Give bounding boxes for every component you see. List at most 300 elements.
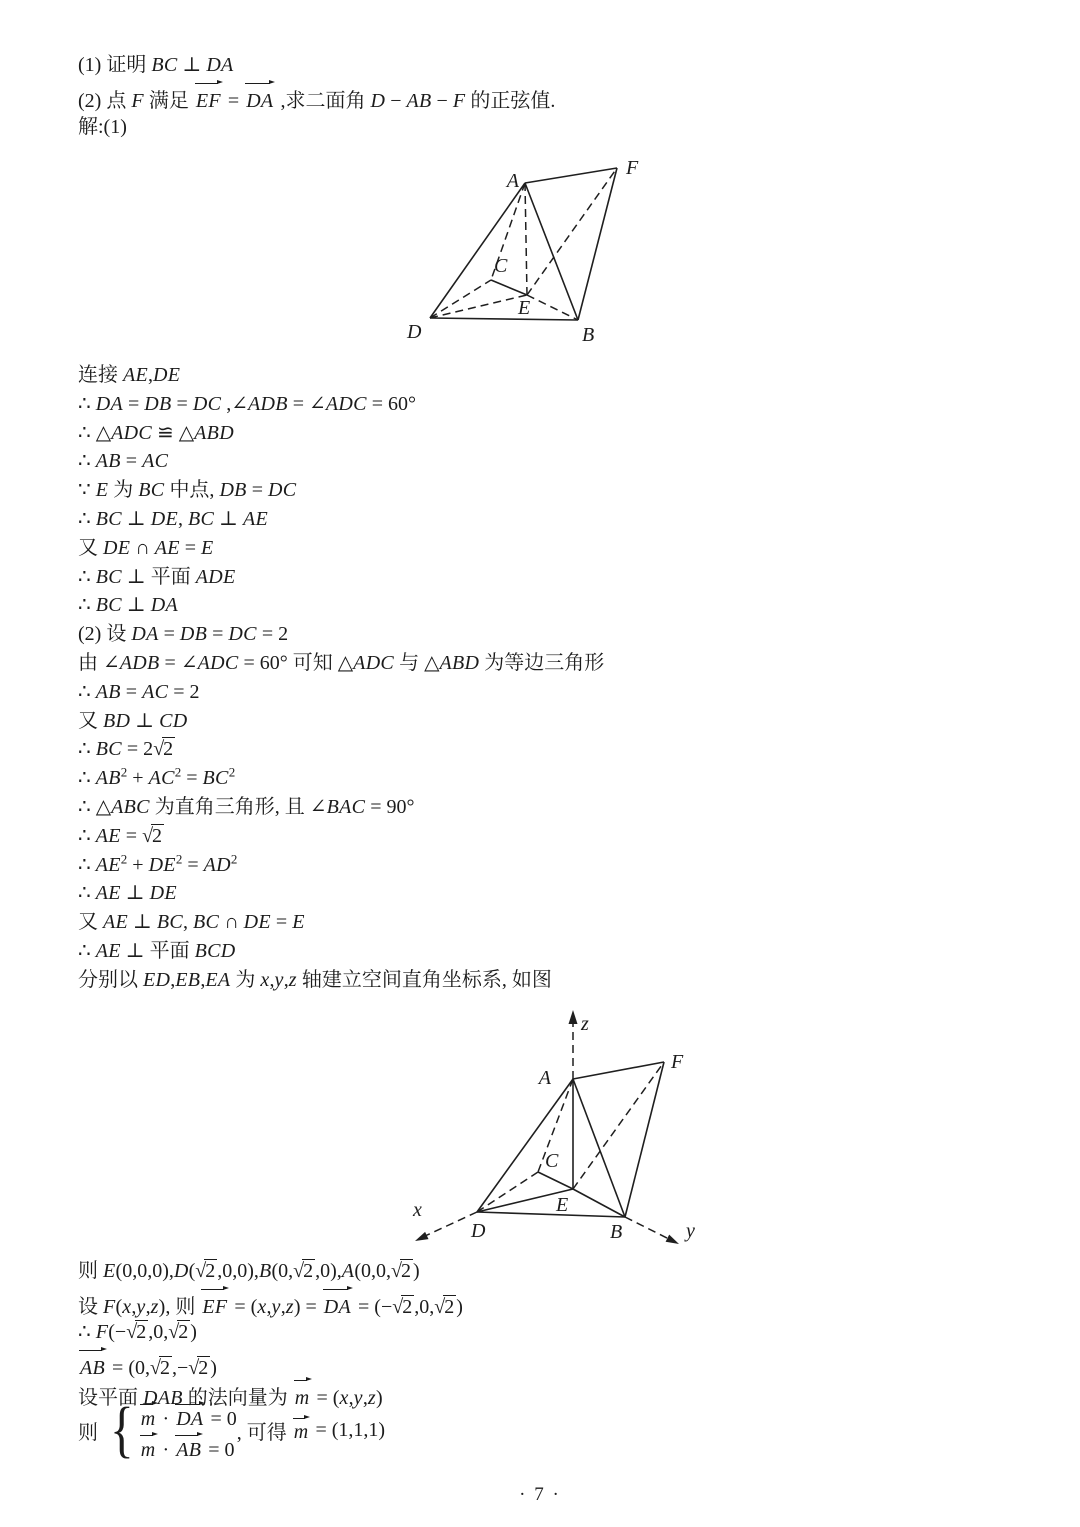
vertex-label-e: E	[518, 297, 531, 319]
math-variable: ADB	[119, 651, 160, 674]
text-run: = ∠	[287, 392, 326, 415]
text-run: 则	[78, 1421, 103, 1444]
math-variable: ADE	[195, 565, 236, 588]
math-variable: B	[258, 1260, 272, 1282]
math-variable: DE	[148, 853, 176, 876]
text-run: =	[120, 450, 143, 473]
solution-line	[78, 678, 604, 707]
equation-row	[139, 1433, 237, 1461]
text-run: = 60° 可知 △	[238, 651, 354, 674]
text-run: (2) 点	[78, 90, 132, 112]
edge-FB	[578, 168, 617, 320]
math-variable: BD	[103, 709, 131, 732]
text-run: ), 则	[158, 1295, 201, 1318]
equation-row	[139, 1402, 237, 1430]
square-root: √2	[434, 1295, 455, 1318]
vertex-label-f: F	[626, 157, 639, 179]
text-run: =	[171, 392, 193, 415]
math-variable: AE	[103, 911, 129, 934]
square-root: √2	[126, 1321, 147, 1343]
page-number: · 7 ·	[519, 1484, 561, 1505]
solution-line	[78, 1287, 463, 1318]
math-variable: ADC	[325, 392, 367, 415]
text-run: ∩	[219, 911, 244, 934]
math-variable: F	[452, 90, 466, 112]
edge-AB	[525, 183, 578, 320]
math-variable: x	[260, 968, 270, 991]
solution-line	[78, 505, 604, 534]
superscript: 2	[175, 850, 183, 866]
superscript: 2	[228, 764, 236, 780]
text-run: ⊥	[214, 507, 243, 530]
x-axis-arrowhead	[415, 1232, 429, 1241]
y-axis-arrowhead	[666, 1235, 679, 1244]
math-variable: z	[288, 968, 297, 991]
square-root: √2	[150, 1356, 170, 1379]
square-root: √2	[195, 1260, 216, 1282]
text-run: 连接	[78, 364, 123, 386]
text-run: 中点,	[164, 479, 220, 502]
text-run: ,	[170, 968, 176, 991]
vertex-label-b: B	[582, 324, 595, 346]
text-run: ∴	[78, 594, 96, 617]
math-variable: BC	[193, 911, 220, 934]
text-run: ,	[200, 968, 206, 991]
text-run: ·	[157, 1408, 175, 1430]
math-variable: D	[370, 90, 386, 112]
square-root: √2	[391, 1260, 411, 1282]
text-run: = 0	[205, 1408, 237, 1430]
math-variable: AB	[95, 450, 121, 473]
vector-arrow-notation: EF	[194, 81, 223, 117]
text-run: 为等边三角形	[479, 651, 605, 674]
solution-line	[78, 361, 604, 390]
text-run: (−	[108, 1321, 127, 1343]
edge-CE	[491, 280, 527, 295]
math-variable: ABD	[194, 421, 234, 444]
text-run: )	[412, 1260, 420, 1282]
text-run: ∴	[78, 507, 96, 530]
math-variable: BC	[95, 565, 122, 588]
math-variable: DE	[243, 911, 271, 934]
text-run: ∴	[78, 767, 96, 790]
solution-line	[78, 563, 604, 592]
math-variable: BC	[95, 507, 122, 530]
math-variable: ED	[143, 968, 171, 991]
math-variable: DB	[144, 392, 172, 415]
math-variable: E	[292, 911, 305, 934]
solution-line	[78, 966, 604, 995]
vector-arrow-notation: DA	[244, 81, 275, 117]
text-run: ∴	[78, 939, 96, 962]
math-variable: AE	[95, 882, 121, 905]
figure-tetrahedron-1	[385, 140, 730, 368]
vertex-label-d: D	[407, 321, 422, 343]
math-variable: A	[341, 1260, 355, 1282]
math-variable: ABD	[439, 651, 480, 674]
text-run: 为	[108, 479, 139, 502]
text-run: ,0,0),	[217, 1260, 259, 1282]
text-run: ⊥	[177, 54, 207, 76]
math-variable: BC	[95, 594, 122, 617]
math-variable: BC	[138, 479, 165, 502]
math-variable: E	[95, 479, 109, 502]
text-run: ,	[348, 1387, 354, 1409]
solution-line	[78, 390, 604, 419]
text-run: ,求二面角	[275, 90, 371, 112]
math-variable: x	[339, 1387, 349, 1409]
math-variable: DA	[150, 594, 178, 617]
math-variable: z	[285, 1295, 294, 1318]
square-root: √2	[168, 1321, 189, 1343]
vertex-label-f: F	[671, 1051, 684, 1073]
text-run: ∴	[78, 882, 96, 905]
text-run: 轴建立空间直角坐标系, 如图	[296, 968, 552, 991]
text-run: 为直角三角形, 且 ∠	[149, 795, 327, 818]
text-run: = (	[229, 1295, 258, 1318]
math-variable: AC	[142, 680, 169, 703]
text-run: = 2	[121, 738, 154, 761]
text-run: ⊥ 平面	[121, 565, 196, 588]
text-run: 设平面	[78, 1387, 143, 1409]
math-variable: AB	[406, 90, 432, 112]
vector-arrow-notation: m	[139, 1402, 158, 1432]
math-variable: EA	[205, 968, 231, 991]
text-run: −	[385, 90, 407, 112]
text-run: ⊥	[120, 882, 150, 905]
text-run: ∵	[78, 479, 96, 502]
edge-EF-dashed	[527, 168, 617, 295]
text-run: ,	[280, 1295, 286, 1318]
text-run: (1) 证明	[78, 54, 152, 76]
math-variable: ADB	[247, 392, 288, 415]
text-run: (0,0,	[354, 1260, 391, 1282]
solution-line	[78, 476, 604, 505]
math-variable: F	[131, 90, 144, 112]
text-run: ·	[157, 1439, 175, 1461]
math-variable: E	[103, 1260, 116, 1282]
math-variable: AE	[95, 939, 121, 962]
text-run: +	[127, 767, 149, 790]
axis-label-y: y	[686, 1220, 695, 1242]
math-variable: DE	[150, 507, 178, 530]
text-run: )	[375, 1387, 383, 1409]
text-run: 则	[78, 1260, 103, 1282]
superscript: 2	[230, 850, 238, 866]
solution-line	[78, 764, 604, 793]
edge-DB	[477, 1212, 625, 1217]
math-variable: AC	[142, 450, 169, 473]
text-run: (	[115, 1295, 123, 1318]
text-run: 设	[78, 1295, 103, 1318]
superscript: 2	[174, 764, 182, 780]
solution-line	[78, 879, 604, 908]
vector-arrow-notation: AB	[78, 1348, 107, 1384]
math-variable: DC	[192, 392, 222, 415]
solution-line	[78, 50, 555, 81]
text-run: ∴	[78, 680, 96, 703]
solution-line	[78, 112, 555, 143]
math-variable: AB	[95, 767, 121, 790]
text-run: 解:(1)	[78, 116, 127, 138]
text-run: ⊥	[128, 911, 157, 934]
text-run: = 2	[168, 680, 200, 703]
solution-line	[78, 620, 604, 649]
math-variable: ABC	[111, 795, 150, 818]
text-run: 的正弦值.	[465, 90, 556, 112]
text-run: ,	[145, 1295, 151, 1318]
coordinates-text	[78, 1256, 463, 1409]
vertex-label-c: C	[545, 1150, 559, 1172]
superscript: 2	[120, 850, 128, 866]
text-run: 又	[78, 709, 103, 732]
math-variable: ADC	[197, 651, 239, 674]
figure-tetrahedron-2-axes	[395, 1000, 725, 1255]
text-run: =	[207, 623, 229, 646]
text-run: ∴	[78, 853, 96, 876]
text-run: = 60°	[366, 392, 416, 415]
math-variable: DA	[95, 392, 123, 415]
solution-line	[78, 707, 604, 736]
math-variable: y	[274, 968, 284, 991]
text-run: = (0,	[107, 1356, 150, 1379]
edge-DC-dashed	[477, 1172, 538, 1212]
math-variable: BC	[151, 54, 178, 76]
text-run: ⊥	[130, 709, 160, 732]
edge-DB	[430, 318, 578, 320]
math-variable: BAC	[326, 795, 366, 818]
text-run: (2) 设	[78, 623, 132, 646]
edge-AF	[573, 1062, 664, 1079]
text-run: =	[182, 853, 204, 876]
text-run: ,−	[171, 1356, 189, 1379]
text-run: ∴	[78, 1321, 96, 1343]
solution-line	[78, 534, 604, 563]
square-root: √2	[188, 1356, 209, 1379]
vertex-label-a: A	[538, 1067, 551, 1089]
text-run: = ∠	[159, 651, 198, 674]
proof-text	[78, 361, 604, 995]
math-variable: DA	[206, 54, 234, 76]
math-variable: ADC	[111, 421, 153, 444]
vector-arrow-notation: DA	[174, 1402, 205, 1432]
text-run: ∩	[130, 536, 155, 559]
curly-brace: {	[109, 1396, 134, 1464]
vector-arrow-notation: m	[292, 1416, 311, 1444]
text-run: 又	[78, 536, 103, 559]
text-run: 满足	[143, 90, 194, 112]
text-run: =	[181, 767, 203, 790]
edge-AB	[573, 1079, 625, 1217]
math-variable: DC	[267, 479, 297, 502]
math-variable: z	[150, 1295, 159, 1318]
math-variable: AE	[242, 507, 269, 530]
solution-line	[78, 937, 604, 966]
text-run: 由 ∠	[78, 651, 120, 674]
math-variable: BC	[202, 767, 229, 790]
text-run: , 可得	[236, 1421, 292, 1444]
math-variable: AE	[154, 536, 180, 559]
square-root: √2	[392, 1295, 413, 1318]
vertex-label-a: A	[506, 170, 519, 192]
axis-label-z: z	[581, 1013, 589, 1035]
axis-label-x: x	[413, 1199, 422, 1221]
vertex-label-e: E	[556, 1194, 569, 1216]
text-run: ∴	[78, 392, 96, 415]
math-variable: DB	[179, 623, 208, 646]
text-run: ,	[177, 507, 188, 530]
square-root: √2	[142, 824, 163, 847]
math-variable: ADC	[353, 651, 395, 674]
edge-DC-dashed	[430, 280, 491, 318]
text-run: 又	[78, 911, 103, 934]
math-variable: DE	[153, 364, 181, 386]
text-run: =	[123, 392, 145, 415]
math-variable: x	[257, 1295, 267, 1318]
text-run: ∴ △	[78, 795, 112, 818]
math-variable: AC	[148, 767, 175, 790]
text-run: ⊥	[121, 594, 151, 617]
math-variable: DE	[149, 882, 177, 905]
vertex-label-c: C	[494, 255, 508, 277]
vector-arrow-notation: EF	[200, 1287, 229, 1323]
edge-AD	[430, 183, 525, 318]
text-run: )	[456, 1295, 463, 1318]
text-run: ,	[269, 968, 275, 991]
text-run: )	[210, 1356, 217, 1379]
text-run: ∴	[78, 824, 96, 847]
math-variable: E	[201, 536, 214, 559]
math-variable: z	[367, 1387, 376, 1409]
math-variable: D	[173, 1260, 189, 1282]
problem-statement	[78, 50, 555, 143]
math-variable: F	[103, 1295, 116, 1318]
text-run: +	[127, 853, 149, 876]
text-run: =	[120, 824, 143, 847]
solution-line	[78, 419, 604, 448]
solution-line	[78, 1256, 463, 1287]
text-run: 与 △	[394, 651, 440, 674]
text-run: = 90°	[365, 795, 415, 818]
text-run: ∴	[78, 738, 96, 761]
edge-AF	[525, 168, 617, 183]
text-run: ∴	[78, 450, 96, 473]
math-variable: AE	[95, 853, 121, 876]
text-run: ,0,	[414, 1295, 435, 1318]
text-run: =	[120, 680, 143, 703]
vector-arrow-notation: m	[293, 1378, 312, 1414]
solution-line	[78, 447, 604, 476]
edge-FB	[625, 1062, 664, 1217]
z-axis-arrowhead	[569, 1010, 578, 1024]
edge-EB	[573, 1189, 625, 1217]
solution-line	[78, 81, 555, 112]
text-run: = (−	[353, 1295, 393, 1318]
text-run: )	[190, 1321, 197, 1343]
math-variable: F	[95, 1321, 109, 1343]
text-run: (0,0,0),	[115, 1260, 174, 1282]
text-run: (	[188, 1260, 196, 1282]
y-axis-line	[625, 1217, 668, 1239]
text-run: ) =	[293, 1295, 322, 1318]
solution-line	[78, 851, 604, 880]
math-variable: BCD	[194, 939, 236, 962]
math-variable: DAB	[143, 1387, 183, 1409]
text-run: ∴	[78, 565, 96, 588]
math-variable: CD	[159, 709, 188, 732]
text-run: ,	[283, 968, 289, 991]
text-run: =	[270, 911, 293, 934]
equation-rows	[139, 1402, 237, 1461]
text-run: ,	[362, 1387, 368, 1409]
edge-AE-dashed	[525, 183, 527, 295]
superscript: 2	[120, 764, 128, 780]
vertex-label-b: B	[610, 1221, 623, 1243]
solution-line	[78, 735, 604, 764]
math-variable: BC	[95, 738, 122, 761]
text-run: ,	[183, 911, 194, 934]
text-run: =	[246, 479, 268, 502]
text-run: =	[179, 536, 202, 559]
math-variable: y	[271, 1295, 281, 1318]
text-run: = (	[311, 1387, 340, 1409]
edge-CE	[538, 1172, 573, 1189]
text-run: ,∠	[221, 392, 248, 415]
text-run: = 2	[256, 623, 289, 646]
vector-arrow-notation: DA	[322, 1287, 353, 1323]
text-run: 为	[230, 968, 261, 991]
text-run: ,	[266, 1295, 272, 1318]
text-run: ,	[148, 364, 154, 386]
math-variable: AE	[95, 824, 121, 847]
math-variable: BC	[156, 911, 184, 934]
text-run: ⊥	[121, 507, 151, 530]
text-run: 分别以	[78, 968, 143, 991]
square-root: √2	[293, 1260, 314, 1282]
math-variable: EB	[175, 968, 201, 991]
math-variable: y	[136, 1295, 146, 1318]
square-root: √2	[153, 738, 174, 761]
solution-line	[78, 1348, 463, 1379]
text-run: ,	[131, 1295, 137, 1318]
vertex-label-d: D	[471, 1220, 486, 1242]
text-run: ∴ △	[78, 421, 112, 444]
text-run: (0,	[271, 1260, 294, 1282]
text-run: ,0),	[315, 1260, 342, 1282]
math-variable: y	[353, 1387, 363, 1409]
text-run: 的法向量为	[182, 1387, 293, 1409]
text-run: =	[158, 623, 180, 646]
math-variable: DC	[228, 623, 257, 646]
math-variable: DA	[131, 623, 159, 646]
solution-line	[78, 908, 604, 937]
solution-line	[78, 793, 604, 822]
vector-arrow-notation: m	[139, 1433, 158, 1463]
solution-line	[78, 822, 604, 851]
text-run: −	[431, 90, 453, 112]
math-variable: DE	[103, 536, 131, 559]
math-variable: AB	[95, 680, 121, 703]
math-variable: AD	[203, 853, 231, 876]
text-run: ⊥ 平面	[120, 939, 195, 962]
solution-line	[78, 591, 604, 620]
math-variable: BC	[187, 507, 215, 530]
solution-line	[78, 649, 604, 678]
vector-arrow-notation: AB	[174, 1433, 203, 1463]
edge-EF-dashed	[573, 1062, 664, 1189]
x-axis-line	[425, 1212, 477, 1236]
math-variable: x	[122, 1295, 132, 1318]
